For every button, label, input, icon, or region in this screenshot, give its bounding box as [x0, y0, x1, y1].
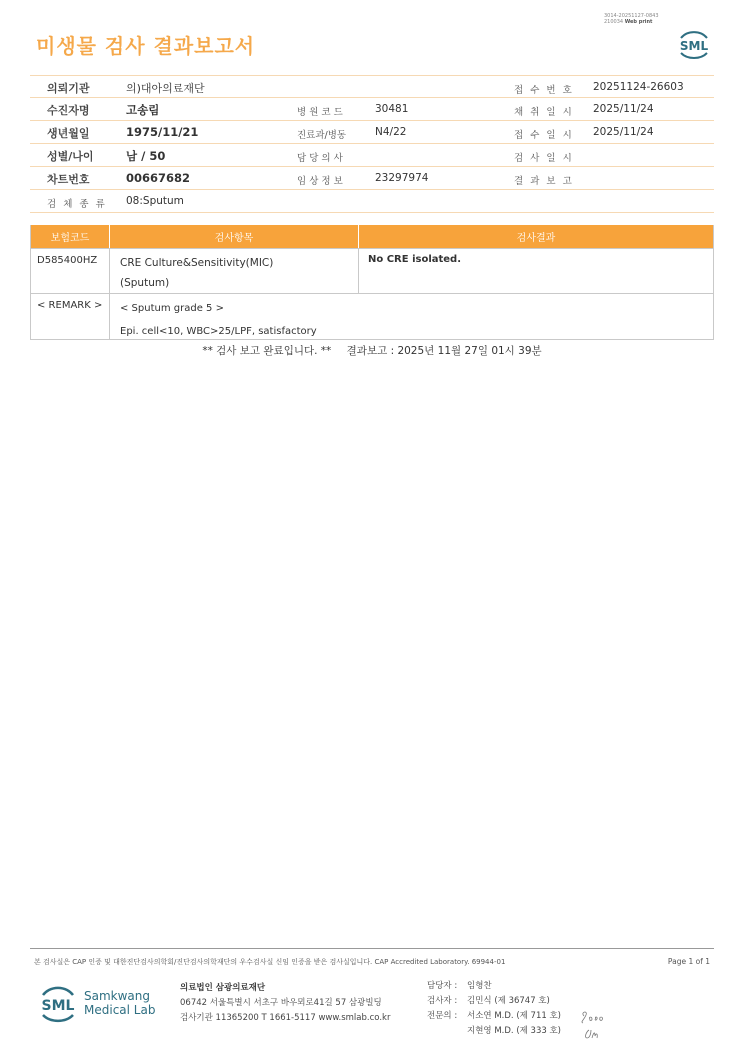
company-name-line1: Samkwang — [84, 989, 150, 1003]
certification-text: 본 검사실은 CAP 인증 및 대한진단검사의학회/진단검사의학재단의 우수검사실 신임 인증을 받은 검사실입니다. CAP Accredited Laboratory. 69944-01 — [34, 958, 506, 966]
staff-row — [427, 994, 561, 1009]
staff-name: 임형찬 — [467, 981, 492, 991]
info-row — [30, 75, 714, 98]
info-value: 20251124-26603 — [593, 81, 684, 93]
org-name: 의료법인 삼광의료재단 — [180, 983, 266, 993]
info-label: 성별/나이 — [47, 150, 94, 163]
info-label: 차트번호 — [47, 173, 90, 186]
svg-text:SML: SML — [41, 998, 75, 1014]
patient-info-table — [30, 75, 714, 213]
staff-role — [427, 1024, 467, 1039]
results-table — [30, 225, 714, 340]
svg-text:SML: SML — [679, 39, 709, 53]
footer-divider — [30, 948, 714, 949]
header-result: 검사결과 — [516, 233, 556, 244]
sml-logo-bottom-icon — [36, 980, 80, 1026]
info-value: N4/22 — [375, 126, 407, 138]
print-id-number: 210034 — [604, 19, 624, 25]
info-value: 의)대아의료재단 — [126, 82, 205, 95]
info-value: 남 / 50 — [126, 149, 166, 163]
remark-line2: Epi. cell<10, WBC>25/LPF, satisfactory — [120, 326, 317, 337]
staff-role: 전문의 : — [427, 1011, 458, 1021]
info-label: 채 취 일 시 — [514, 107, 574, 118]
info-label: 접 수 일 시 — [514, 130, 574, 141]
info-label: 검 체 종 류 — [47, 199, 107, 210]
staff-role: 검사자 : — [427, 996, 458, 1006]
sml-logo-icon — [675, 26, 713, 62]
info-value: 고송림 — [126, 103, 160, 117]
address-block — [180, 981, 390, 1026]
header-code: 보험코드 — [31, 225, 110, 248]
info-value: 2025/11/24 — [593, 103, 654, 115]
test-item-line2: (Sputum) — [120, 277, 170, 289]
test-item-line1: CRE Culture&Sensitivity(MIC) — [120, 257, 274, 269]
address: 06742 서울특별시 서초구 바우뫼로41길 57 삼광빌딩 — [180, 998, 382, 1008]
info-label: 생년월일 — [47, 127, 90, 140]
company-name — [84, 989, 155, 1017]
report-title: 미생물 검사 결과보고서 — [36, 34, 256, 58]
report-time: 결과보고 : 2025년 11월 27일 01시 39분 — [346, 345, 542, 357]
remark-line1: < Sputum grade 5 > — [120, 303, 224, 314]
info-row — [30, 121, 714, 144]
completion-line — [0, 343, 744, 358]
staff-role: 담당자 : — [427, 981, 458, 991]
signature-icon — [578, 1008, 608, 1042]
table-row — [31, 248, 713, 293]
remark-text — [110, 294, 713, 339]
info-label: 임 상 정 보 — [297, 176, 343, 187]
info-row — [30, 167, 714, 190]
test-result: No CRE isolated. — [368, 254, 462, 265]
print-id-line1: 3014-20251127-0843 — [604, 13, 659, 19]
print-id — [604, 13, 659, 25]
info-label: 진료과/병동 — [297, 130, 347, 141]
staff-row — [427, 1024, 561, 1039]
remark-row — [31, 293, 713, 339]
info-value: 00667682 — [126, 171, 191, 185]
info-value: 1975/11/21 — [126, 125, 199, 139]
info-label: 의뢰기관 — [47, 82, 90, 95]
remark-label: < REMARK > — [31, 294, 110, 339]
info-row — [30, 144, 714, 167]
info-label: 담 당 의 사 — [297, 153, 343, 164]
staff-row — [427, 979, 561, 994]
info-label: 결 과 보 고 — [514, 176, 574, 187]
header-item: 검사항목 — [110, 225, 359, 248]
company-name-line2: Medical Lab — [84, 1003, 156, 1017]
staff-block — [427, 979, 561, 1039]
info-label: 수진자명 — [47, 104, 90, 117]
completion-message: ** 검사 보고 완료입니다. ** — [202, 345, 332, 357]
print-id-label: Web print — [624, 19, 653, 25]
staff-name: 서소연 M.D. (제 711 호) — [467, 1011, 562, 1021]
test-item — [110, 249, 359, 293]
info-value: 08:Sputum — [126, 195, 184, 207]
staff-name: 지현영 M.D. (제 333 호) — [467, 1026, 562, 1036]
staff-row — [427, 1009, 561, 1024]
info-value: 30481 — [375, 103, 409, 115]
info-row — [30, 190, 714, 213]
info-value: 23297974 — [375, 172, 429, 184]
staff-name: 김민식 (제 36747 호) — [467, 996, 550, 1006]
page-number: Page 1 of 1 — [667, 957, 710, 966]
info-label: 검 사 일 시 — [514, 153, 574, 164]
insurance-code: D585400HZ — [31, 249, 110, 293]
info-value: 2025/11/24 — [593, 126, 654, 138]
info-label: 접 수 번 호 — [514, 85, 574, 96]
results-header — [31, 225, 713, 248]
print-id-line2 — [604, 19, 659, 25]
contact: 검사기관 11365200 T 1661-5117 www.smlab.co.kr — [180, 1013, 391, 1023]
info-label: 병 원 코 드 — [297, 107, 343, 118]
info-row — [30, 98, 714, 121]
